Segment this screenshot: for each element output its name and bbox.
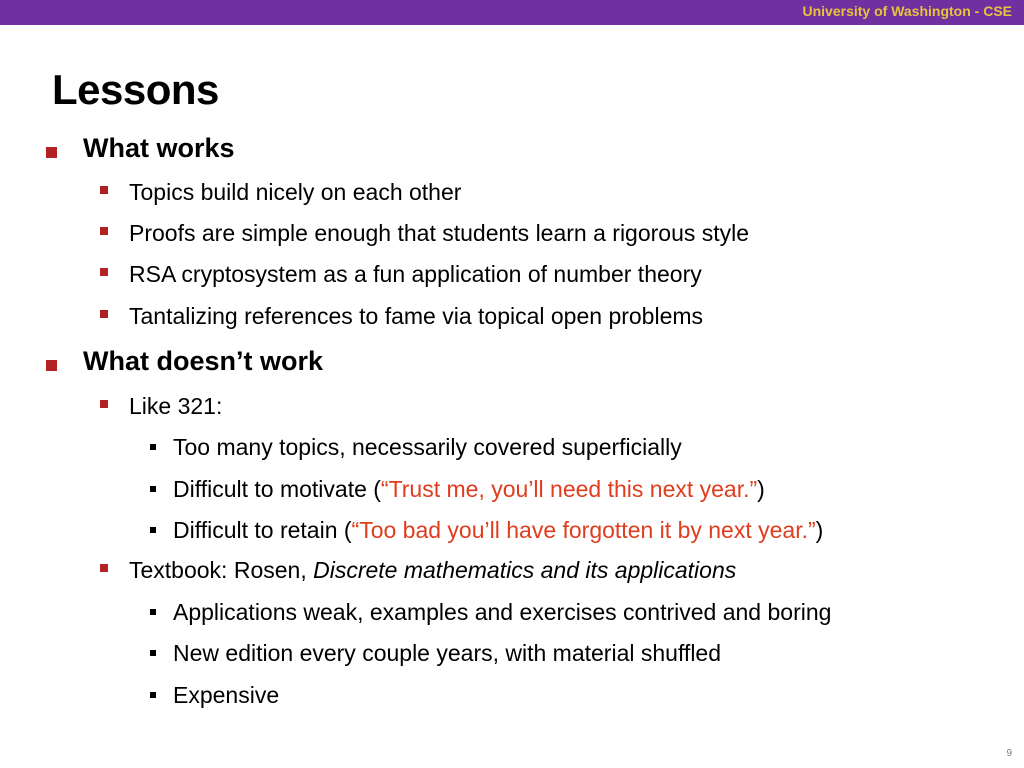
- works-item: Proofs are simple enough that students learn a rigorous style: [129, 220, 750, 246]
- textbook-title: Discrete mathematics and its applications: [313, 557, 737, 583]
- bullet-square-icon: [100, 400, 108, 408]
- bullet-square-icon: [100, 186, 108, 194]
- slide-title: Lessons: [52, 66, 219, 113]
- textbook-item: Applications weak, examples and exercises contrived and boring: [173, 599, 832, 625]
- bullet-square-icon: [100, 564, 108, 572]
- like-item: [173, 476, 765, 503]
- works-item: Tantalizing references to fame via topical open problems: [129, 303, 704, 329]
- bullet-small-icon: [150, 692, 156, 698]
- textbook-item: New edition every couple years, with material shuffled: [173, 640, 722, 666]
- header-bar: [0, 0, 1024, 25]
- like-item: [173, 517, 823, 544]
- doesnt-heading: What doesn’t work: [83, 346, 324, 376]
- bullet-square-icon: [100, 310, 108, 318]
- bullet-square-icon: [46, 360, 57, 371]
- bullet-small-icon: [150, 650, 156, 656]
- works-item: Topics build nicely on each other: [129, 179, 462, 205]
- like-item: Too many topics, necessarily covered superficially: [173, 434, 682, 460]
- item-text: Difficult to motivate (: [173, 476, 381, 502]
- textbook-line: [129, 557, 736, 584]
- bullet-small-icon: [150, 444, 156, 450]
- like-label: Like 321:: [129, 393, 223, 419]
- bullet-small-icon: [150, 486, 156, 492]
- bullet-square-icon: [100, 268, 108, 276]
- quote-text: “Too bad you’ll have forgotten it by next year.”: [351, 517, 816, 543]
- item-text: ): [815, 517, 824, 543]
- bullet-square-icon: [46, 147, 57, 158]
- works-heading: What works: [83, 133, 235, 163]
- bullet-small-icon: [150, 609, 156, 615]
- item-text: ): [757, 476, 765, 502]
- quote-text: “Trust me, you’ll need this next year.”: [380, 476, 758, 502]
- textbook-item: Expensive: [173, 682, 280, 708]
- header-org-text: University of Washington - CSE: [802, 3, 1012, 19]
- item-text: Difficult to retain (: [173, 517, 352, 543]
- textbook-label: Textbook: Rosen,: [129, 557, 314, 583]
- page-number: 9: [1006, 748, 1012, 759]
- bullet-square-icon: [100, 227, 108, 235]
- bullet-small-icon: [150, 527, 156, 533]
- works-item: RSA cryptosystem as a fun application of number theory: [129, 261, 702, 287]
